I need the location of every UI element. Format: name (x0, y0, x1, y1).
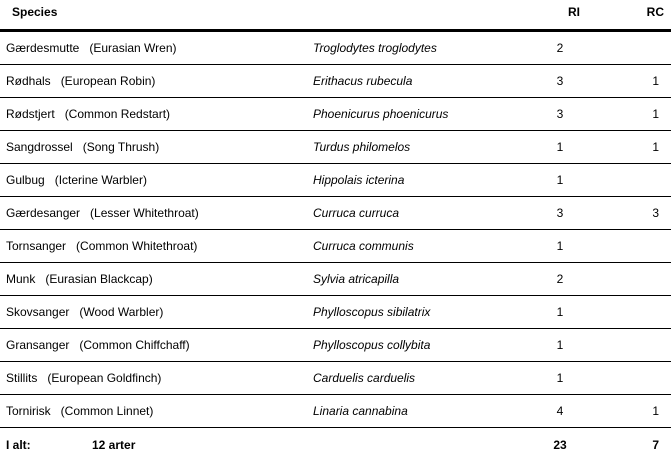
english-name: (Lesser Whitethroat) (90, 206, 199, 220)
species-name-cell (6, 173, 147, 187)
table-header (0, 0, 671, 32)
header-rc: RC (646, 5, 664, 19)
rc-value: 1 (652, 404, 659, 418)
latin-name: Linaria cannabina (313, 404, 408, 418)
table-row (0, 329, 671, 362)
danish-name: Rødstjert (6, 107, 55, 121)
danish-name: Rødhals (6, 74, 51, 88)
danish-name: Gærdesmutte (6, 41, 80, 55)
english-name: (Common Linnet) (60, 404, 154, 418)
table-row (0, 263, 671, 296)
english-name: (Common Redstart) (64, 107, 171, 121)
danish-name: Stillits (6, 371, 38, 385)
danish-name: Tornirisk (6, 404, 51, 418)
ri-value: 1 (556, 305, 564, 319)
ri-value: 2 (556, 41, 564, 55)
latin-name: Troglodytes troglodytes (313, 41, 437, 55)
ri-value: 1 (556, 140, 564, 154)
table-row (0, 230, 671, 263)
table-row (0, 164, 671, 197)
species-name-cell (6, 74, 155, 88)
ri-value: 3 (556, 206, 564, 220)
ri-value: 4 (556, 404, 564, 418)
ri-value: 3 (556, 74, 564, 88)
table-row (0, 296, 671, 329)
danish-name: Gransanger (6, 338, 70, 352)
latin-name: Carduelis carduelis (313, 371, 416, 385)
danish-name: Gærdesanger (6, 206, 81, 220)
table-body (0, 32, 671, 428)
ri-value: 1 (556, 173, 564, 187)
table-row (0, 197, 671, 230)
danish-name: Munk (6, 272, 36, 286)
latin-name: Turdus philomelos (313, 140, 411, 154)
ri-value: 1 (556, 239, 564, 253)
latin-name: Phylloscopus collybita (313, 338, 431, 352)
header-ri: RI (568, 5, 580, 19)
latin-name: Sylvia atricapilla (313, 272, 400, 286)
table-row (0, 98, 671, 131)
ri-value: 1 (556, 371, 564, 385)
danish-name: Tornsanger (6, 239, 67, 253)
ri-value: 2 (556, 272, 564, 286)
rc-value: 3 (652, 206, 659, 220)
rc-value: 1 (652, 107, 659, 121)
english-name: (Common Chiffchaff) (79, 338, 190, 352)
species-name-cell (6, 305, 163, 319)
total-rc: 7 (652, 437, 659, 452)
table-row (0, 131, 671, 164)
header-species: Species (12, 5, 58, 19)
species-name-cell (6, 239, 197, 253)
danish-name: Gulbug (6, 173, 45, 187)
latin-name: Phoenicurus phoenicurus (313, 107, 449, 121)
total-count: 12 arter (92, 437, 136, 452)
table-row (0, 395, 671, 428)
total-ri: 23 (553, 437, 567, 452)
species-name-cell (6, 338, 190, 352)
ri-value: 1 (556, 338, 564, 352)
latin-name: Curruca communis (313, 239, 414, 253)
species-name-cell (6, 404, 153, 418)
table-row (0, 65, 671, 98)
latin-name: Erithacus rubecula (313, 74, 413, 88)
latin-name: Phylloscopus sibilatrix (313, 305, 431, 319)
english-name: (Icterine Warbler) (54, 173, 147, 187)
danish-name: Sangdrossel (6, 140, 73, 154)
latin-name: Hippolais icterina (313, 173, 405, 187)
english-name: (Eurasian Wren) (89, 41, 177, 55)
rc-value: 1 (652, 140, 659, 154)
total-label: I alt: (6, 437, 31, 452)
species-name-cell (6, 107, 170, 121)
species-name-cell (6, 41, 177, 55)
english-name: (European Goldfinch) (47, 371, 162, 385)
english-name: (Song Thrush) (82, 140, 160, 154)
english-name: (European Robin) (60, 74, 156, 88)
latin-name: Curruca curruca (313, 206, 400, 220)
species-name-cell (6, 140, 159, 154)
total-row (0, 428, 671, 461)
species-name-cell (6, 272, 153, 286)
ri-value: 3 (556, 107, 564, 121)
english-name: (Wood Warbler) (79, 305, 164, 319)
danish-name: Skovsanger (6, 305, 70, 319)
rc-value: 1 (652, 74, 659, 88)
english-name: (Eurasian Blackcap) (45, 272, 153, 286)
species-name-cell (6, 206, 199, 220)
table-row (0, 362, 671, 395)
english-name: (Common Whitethroat) (76, 239, 198, 253)
table-row (0, 32, 671, 65)
species-name-cell (6, 371, 161, 385)
